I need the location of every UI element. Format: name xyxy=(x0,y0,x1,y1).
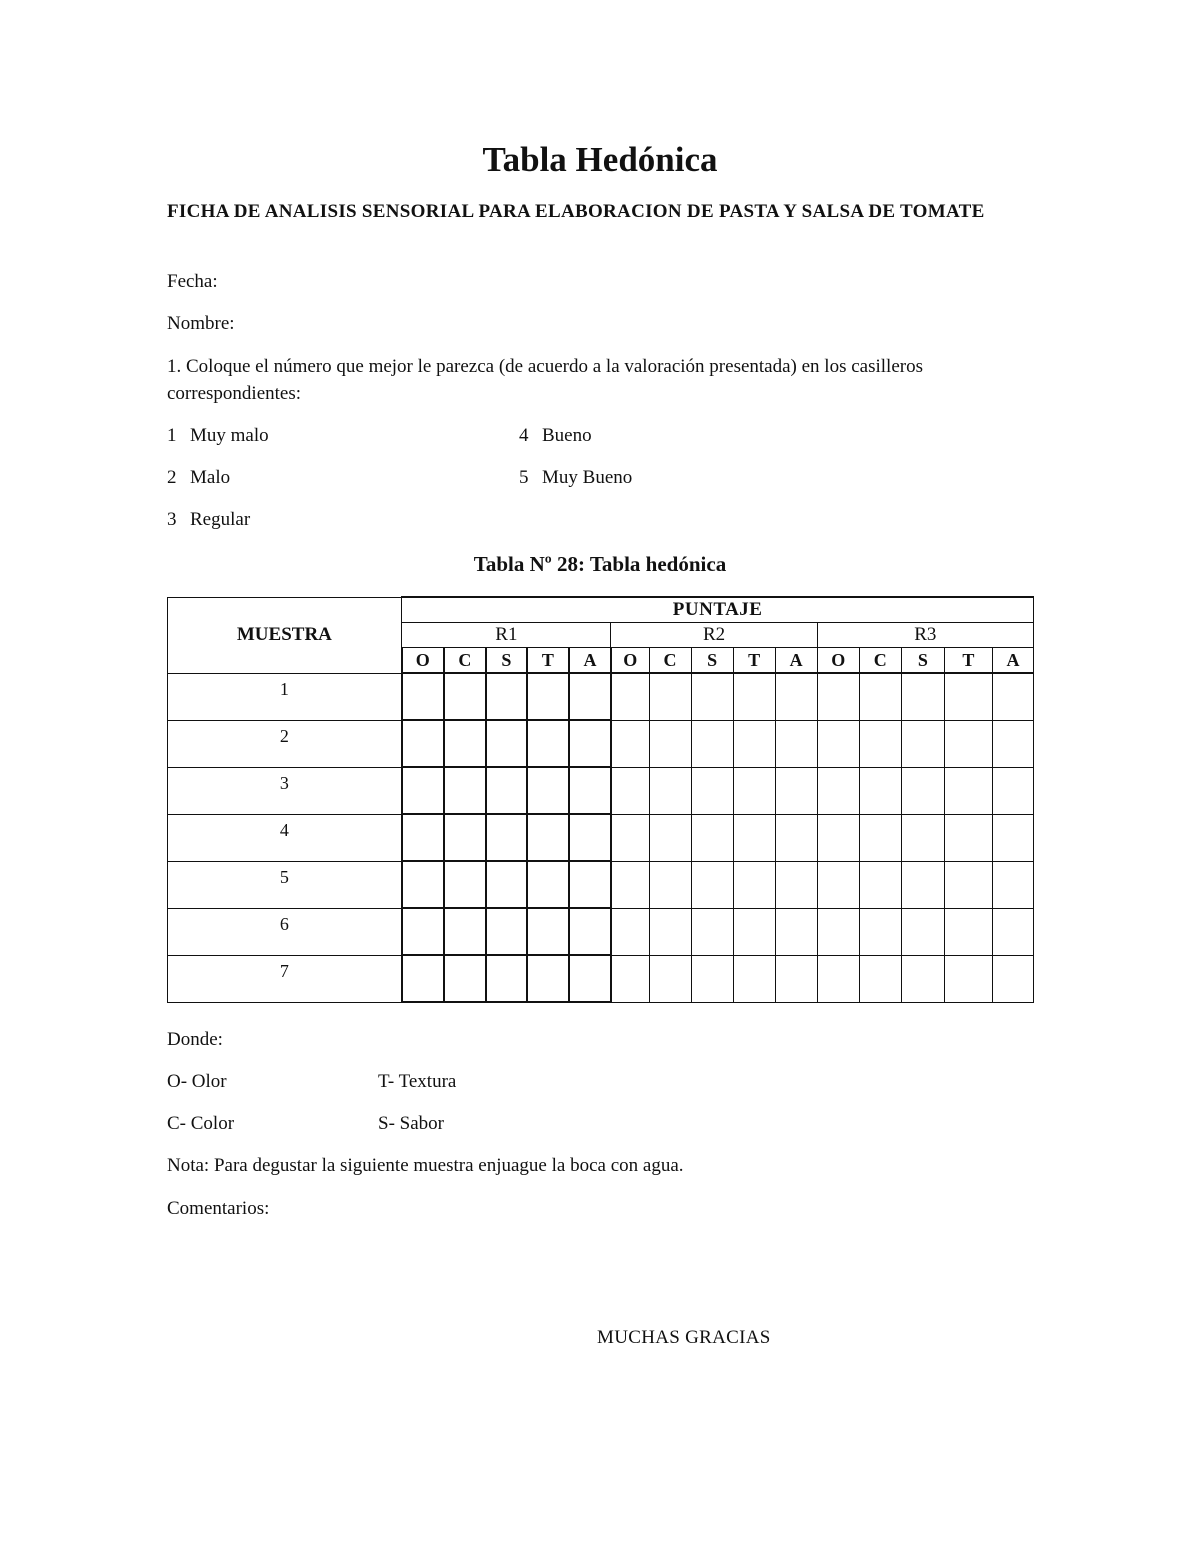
criteria-header-c: C xyxy=(444,648,486,674)
legend-title: Donde: xyxy=(167,1029,223,1050)
score-cell[interactable] xyxy=(611,908,649,955)
score-cell[interactable] xyxy=(775,673,817,720)
score-cell[interactable] xyxy=(691,955,733,1002)
score-cell[interactable] xyxy=(444,861,486,908)
criteria-header-c: C xyxy=(859,648,901,674)
criteria-header-s: S xyxy=(486,648,527,674)
score-cell[interactable] xyxy=(611,955,649,1002)
puntaje-header: PUNTAJE xyxy=(402,597,1034,623)
criteria-header-s: S xyxy=(901,648,944,674)
score-cell[interactable] xyxy=(817,673,859,720)
score-cell[interactable] xyxy=(527,767,569,814)
legend-item-olor: O- Olor xyxy=(167,1071,227,1092)
score-cell[interactable] xyxy=(649,720,691,767)
score-cell[interactable] xyxy=(817,908,859,955)
legend-item-color: C- Color xyxy=(167,1113,235,1134)
score-cell[interactable] xyxy=(733,673,775,720)
table-row xyxy=(168,861,1034,908)
score-cell[interactable] xyxy=(817,767,859,814)
sample-number: 7 xyxy=(168,955,402,1002)
score-cell[interactable] xyxy=(992,814,1033,861)
legend-item-sabor: S- Sabor xyxy=(378,1113,444,1134)
criteria-header-t: T xyxy=(733,648,775,674)
score-cell[interactable] xyxy=(569,861,611,908)
score-cell[interactable] xyxy=(649,767,691,814)
score-cell[interactable] xyxy=(402,908,444,955)
score-cell[interactable] xyxy=(901,861,944,908)
score-cell[interactable] xyxy=(402,955,444,1002)
score-cell[interactable] xyxy=(402,861,444,908)
document-title: Tabla Hedónica xyxy=(482,140,718,179)
score-cell[interactable] xyxy=(901,720,944,767)
scale-item-5 xyxy=(519,464,632,491)
table-caption: Tabla Nº 28: Tabla hedónica xyxy=(473,552,727,576)
form-subtitle: FICHA DE ANALISIS SENSORIAL PARA ELABORACION DE PASTA Y SALSA DE TOMATE xyxy=(167,201,985,222)
score-cell[interactable] xyxy=(444,767,486,814)
score-cell[interactable] xyxy=(775,814,817,861)
score-cell[interactable] xyxy=(992,720,1033,767)
score-cell[interactable] xyxy=(859,767,901,814)
score-cell[interactable] xyxy=(859,861,901,908)
score-cell[interactable] xyxy=(944,673,992,720)
scale-number: 2 xyxy=(167,467,177,488)
instruction-text: 1. Coloque el número que mejor le parezca (de acuerdo a la valoración presentada) en los casilleros correspondientes: xyxy=(167,356,923,404)
score-cell[interactable] xyxy=(992,861,1033,908)
criteria-header-c: C xyxy=(649,648,691,674)
score-cell[interactable] xyxy=(569,720,611,767)
table-row xyxy=(168,673,1034,720)
nombre-field-label: Nombre: xyxy=(167,313,235,334)
replica-header-r3: R3 xyxy=(817,623,1033,648)
comments-label: Comentarios: xyxy=(167,1198,270,1219)
score-cell[interactable] xyxy=(775,955,817,1002)
score-cell[interactable] xyxy=(486,720,527,767)
muestra-header: MUESTRA xyxy=(168,597,402,673)
score-cell[interactable] xyxy=(527,720,569,767)
score-cell[interactable] xyxy=(775,767,817,814)
sample-number: 2 xyxy=(168,720,402,767)
score-cell[interactable] xyxy=(611,767,649,814)
table-row xyxy=(168,720,1034,767)
score-cell[interactable] xyxy=(859,908,901,955)
score-cell[interactable] xyxy=(944,908,992,955)
sample-number: 4 xyxy=(168,814,402,861)
score-cell[interactable] xyxy=(733,767,775,814)
replica-header-r2: R2 xyxy=(611,623,817,648)
sample-number: 6 xyxy=(168,908,402,955)
score-cell[interactable] xyxy=(444,814,486,861)
scale-label: Bueno xyxy=(542,425,592,446)
replica-header-r1: R1 xyxy=(402,623,611,648)
score-cell[interactable] xyxy=(444,720,486,767)
score-cell[interactable] xyxy=(486,814,527,861)
score-cell[interactable] xyxy=(733,814,775,861)
score-cell[interactable] xyxy=(486,673,527,720)
criteria-header-a: A xyxy=(569,648,611,674)
sample-number: 3 xyxy=(168,767,402,814)
score-cell[interactable] xyxy=(611,720,649,767)
score-cell[interactable] xyxy=(992,673,1033,720)
score-cell[interactable] xyxy=(733,720,775,767)
criteria-header-a: A xyxy=(992,648,1033,674)
score-cell[interactable] xyxy=(817,720,859,767)
score-cell[interactable] xyxy=(859,814,901,861)
scale-number: 5 xyxy=(519,467,529,488)
score-cell[interactable] xyxy=(402,767,444,814)
score-cell[interactable] xyxy=(775,720,817,767)
score-cell[interactable] xyxy=(817,955,859,1002)
criteria-header-a: A xyxy=(775,648,817,674)
score-cell[interactable] xyxy=(901,814,944,861)
score-cell[interactable] xyxy=(859,955,901,1002)
score-cell[interactable] xyxy=(486,767,527,814)
scale-number: 4 xyxy=(519,425,529,446)
score-cell[interactable] xyxy=(649,908,691,955)
score-cell[interactable] xyxy=(569,673,611,720)
score-cell[interactable] xyxy=(486,861,527,908)
score-cell[interactable] xyxy=(527,814,569,861)
score-cell[interactable] xyxy=(691,720,733,767)
score-cell[interactable] xyxy=(901,908,944,955)
score-cell[interactable] xyxy=(444,673,486,720)
scale-number: 3 xyxy=(167,509,177,530)
score-cell[interactable] xyxy=(527,955,569,1002)
score-cell[interactable] xyxy=(402,720,444,767)
scale-item-3 xyxy=(167,506,250,533)
score-cell[interactable] xyxy=(649,673,691,720)
score-cell[interactable] xyxy=(611,814,649,861)
score-cell[interactable] xyxy=(649,955,691,1002)
score-cell[interactable] xyxy=(569,908,611,955)
score-cell[interactable] xyxy=(527,673,569,720)
table-row xyxy=(168,955,1034,1002)
score-cell[interactable] xyxy=(944,955,992,1002)
score-cell[interactable] xyxy=(444,908,486,955)
scale-number: 1 xyxy=(167,425,177,446)
criteria-header-o: O xyxy=(817,648,859,674)
table-row xyxy=(168,908,1034,955)
criteria-header-t: T xyxy=(944,648,992,674)
score-cell[interactable] xyxy=(817,814,859,861)
fecha-field-label: Fecha: xyxy=(167,271,218,292)
score-cell[interactable] xyxy=(691,908,733,955)
score-cell[interactable] xyxy=(569,814,611,861)
scale-item-2 xyxy=(167,464,230,491)
score-cell[interactable] xyxy=(944,861,992,908)
sample-number: 1 xyxy=(168,673,402,720)
score-cell[interactable] xyxy=(649,861,691,908)
score-cell[interactable] xyxy=(527,908,569,955)
score-cell[interactable] xyxy=(944,767,992,814)
score-cell[interactable] xyxy=(733,908,775,955)
scale-item-1 xyxy=(167,422,269,449)
score-cell[interactable] xyxy=(944,720,992,767)
score-cell[interactable] xyxy=(444,955,486,1002)
score-cell[interactable] xyxy=(569,767,611,814)
scale-label: Muy malo xyxy=(190,425,269,446)
sample-number: 5 xyxy=(168,861,402,908)
score-cell[interactable] xyxy=(402,814,444,861)
criteria-header-t: T xyxy=(527,648,569,674)
score-cell[interactable] xyxy=(486,955,527,1002)
hedonic-table xyxy=(167,596,1034,1003)
scale-label: Malo xyxy=(190,467,231,488)
score-cell[interactable] xyxy=(733,861,775,908)
score-cell[interactable] xyxy=(691,861,733,908)
thanks-text: MUCHAS GRACIAS xyxy=(597,1327,771,1348)
criteria-header-s: S xyxy=(691,648,733,674)
score-cell[interactable] xyxy=(733,955,775,1002)
score-cell[interactable] xyxy=(859,720,901,767)
score-cell[interactable] xyxy=(992,955,1033,1002)
table-row xyxy=(168,767,1034,814)
score-cell[interactable] xyxy=(992,767,1033,814)
score-cell[interactable] xyxy=(859,673,901,720)
table-row xyxy=(168,814,1034,861)
note-text: Nota: Para degustar la siguiente muestra enjuague la boca con agua. xyxy=(167,1155,684,1176)
score-cell[interactable] xyxy=(901,673,944,720)
score-cell[interactable] xyxy=(691,814,733,861)
score-cell[interactable] xyxy=(691,673,733,720)
score-cell[interactable] xyxy=(649,814,691,861)
score-cell[interactable] xyxy=(944,814,992,861)
score-cell[interactable] xyxy=(486,908,527,955)
score-cell[interactable] xyxy=(775,908,817,955)
score-cell[interactable] xyxy=(901,955,944,1002)
scale-label: Muy Bueno xyxy=(542,467,633,488)
score-cell[interactable] xyxy=(817,861,859,908)
scale-item-4 xyxy=(519,422,592,449)
score-cell[interactable] xyxy=(992,908,1033,955)
score-cell[interactable] xyxy=(775,861,817,908)
score-cell[interactable] xyxy=(901,767,944,814)
score-cell[interactable] xyxy=(611,673,649,720)
criteria-header-o: O xyxy=(611,648,649,674)
criteria-header-o: O xyxy=(402,648,444,674)
scale-label: Regular xyxy=(190,509,251,530)
score-cell[interactable] xyxy=(691,767,733,814)
score-cell[interactable] xyxy=(569,955,611,1002)
score-cell[interactable] xyxy=(611,861,649,908)
legend-item-textura: T- Textura xyxy=(378,1071,457,1092)
score-cell[interactable] xyxy=(527,861,569,908)
score-cell[interactable] xyxy=(402,673,444,720)
